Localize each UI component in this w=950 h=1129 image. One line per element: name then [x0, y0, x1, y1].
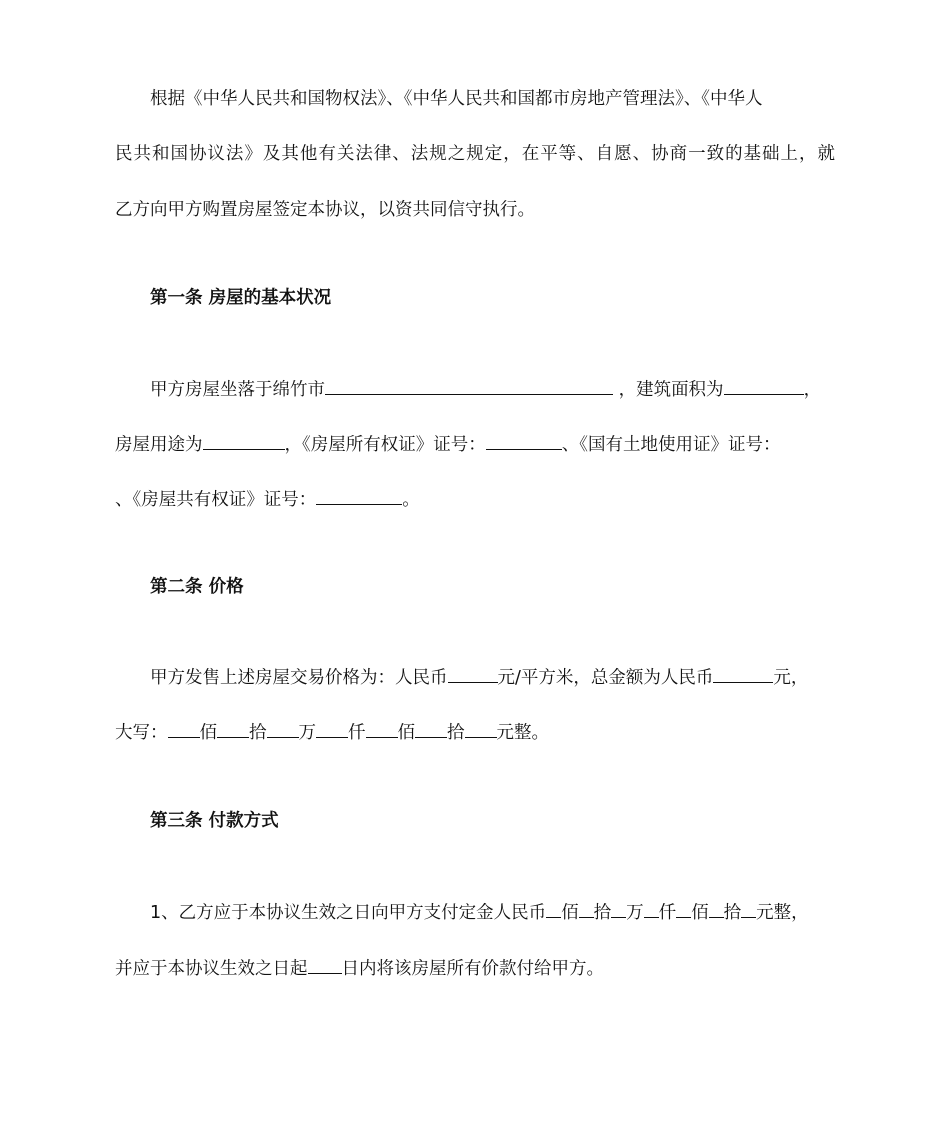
deposit-blank[interactable]	[546, 899, 561, 918]
article-2-line-2: 大写： 佰 拾 万 仟 佰 拾 元整。	[115, 719, 549, 743]
article-1-line-1: 甲方房屋坐落于绵竹市 ，建筑面积为 ，	[150, 376, 821, 400]
preamble-line-2: 民共和国协议法》及其他有关法律、法规之规定，在平等、自愿、协商一致的基础上，就	[115, 144, 835, 164]
deposit-blank[interactable]	[579, 899, 594, 918]
property-cert-blank[interactable]	[486, 431, 562, 450]
article-3-line-1: 1、乙方应于本协议生效之日向甲方支付定金人民币 佰 拾 万 仟 佰 拾 元整，	[150, 899, 809, 923]
amount-blank[interactable]	[366, 719, 398, 738]
total-price-blank[interactable]	[713, 664, 773, 683]
article-1-line-2: 房屋用途为 ，《房屋所有权证》证号： 、《国有土地使用证》证号：	[115, 431, 781, 455]
deposit-blank[interactable]	[611, 899, 626, 918]
amount-blank[interactable]	[217, 719, 249, 738]
preamble-line-3: 乙方向甲方购置房屋签定本协议，以资共同信守执行。	[115, 200, 535, 220]
unit-price-blank[interactable]	[448, 664, 498, 683]
amount-blank[interactable]	[415, 719, 447, 738]
deposit-blank[interactable]	[709, 899, 724, 918]
article-3-line-2: 并应于本协议生效之日起 日内将该房屋所有价款付给甲方。	[115, 955, 604, 979]
amount-blank[interactable]	[267, 719, 299, 738]
area-blank[interactable]	[724, 376, 804, 395]
co-ownership-cert-blank[interactable]	[316, 486, 402, 505]
location-blank[interactable]	[325, 376, 613, 395]
article-2-heading: 第二条 价格	[150, 577, 244, 597]
deposit-blank[interactable]	[644, 899, 659, 918]
article-3-heading: 第三条 付款方式	[150, 811, 279, 831]
deposit-blank[interactable]	[741, 899, 756, 918]
deposit-blank[interactable]	[676, 899, 691, 918]
article-1-heading: 第一条 房屋的基本状况	[150, 288, 332, 308]
article-1-line-3: 、《房屋共有权证》证号： 。	[115, 486, 420, 510]
preamble-line-1: 根据《中华人民共和国物权法》、《中华人民共和国都市房地产管理法》、《中华人	[150, 89, 763, 109]
payment-days-blank[interactable]	[308, 955, 342, 974]
article-2-line-1: 甲方发售上述房屋交易价格为：人民币 元/平方米，总金额为人民币 元，	[150, 664, 808, 688]
amount-blank[interactable]	[465, 719, 497, 738]
usage-blank[interactable]	[203, 431, 285, 450]
amount-blank[interactable]	[168, 719, 200, 738]
amount-blank[interactable]	[316, 719, 348, 738]
